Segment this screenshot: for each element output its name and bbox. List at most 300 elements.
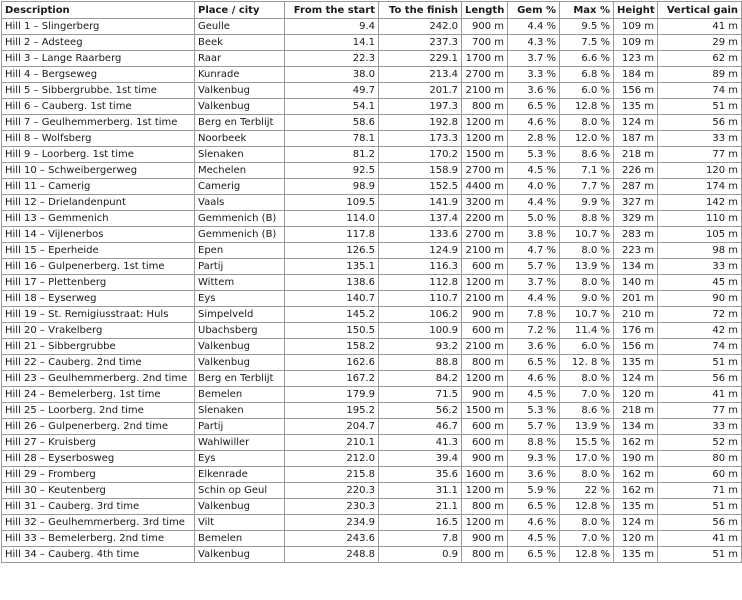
place-cell: Simpelveld [195, 307, 285, 323]
length-cell: 1200 m [462, 275, 508, 291]
length-cell: 600 m [462, 259, 508, 275]
to-finish-cell: 84.2 [379, 371, 462, 387]
gem-percent-cell: 4.4 % [508, 195, 560, 211]
from-start-cell: 150.5 [285, 323, 379, 339]
to-finish-cell: 213.4 [379, 67, 462, 83]
table-row [2, 243, 742, 259]
length-cell: 3200 m [462, 195, 508, 211]
to-finish-cell: 88.8 [379, 355, 462, 371]
description-cell: Hill 15 – Eperheide [2, 243, 195, 259]
gem-percent-cell: 4.4 % [508, 19, 560, 35]
table-row [2, 35, 742, 51]
header-place: Place / city [195, 2, 285, 19]
height-cell: 287 m [614, 179, 658, 195]
table-row [2, 499, 742, 515]
table-row [2, 307, 742, 323]
from-start-cell: 38.0 [285, 67, 379, 83]
gem-percent-cell: 5.3 % [508, 403, 560, 419]
height-cell: 156 m [614, 339, 658, 355]
description-cell: Hill 27 – Kruisberg [2, 435, 195, 451]
table-row [2, 131, 742, 147]
place-cell: Valkenbug [195, 355, 285, 371]
from-start-cell: 14.1 [285, 35, 379, 51]
from-start-cell: 215.8 [285, 467, 379, 483]
description-cell: Hill 22 – Cauberg. 2nd time [2, 355, 195, 371]
height-cell: 218 m [614, 403, 658, 419]
table-row [2, 19, 742, 35]
length-cell: 2700 m [462, 67, 508, 83]
length-cell: 2100 m [462, 243, 508, 259]
length-cell: 2100 m [462, 83, 508, 99]
from-start-cell: 243.6 [285, 531, 379, 547]
height-cell: 135 m [614, 547, 658, 563]
to-finish-cell: 31.1 [379, 483, 462, 499]
place-cell: Valkenbug [195, 339, 285, 355]
gem-percent-cell: 4.7 % [508, 243, 560, 259]
from-start-cell: 9.4 [285, 19, 379, 35]
description-cell: Hill 5 – Sibbergrubbe. 1st time [2, 83, 195, 99]
max-percent-cell: 8.0 % [560, 467, 614, 483]
description-cell: Hill 2 – Adsteeg [2, 35, 195, 51]
from-start-cell: 58.6 [285, 115, 379, 131]
length-cell: 1700 m [462, 51, 508, 67]
length-cell: 2700 m [462, 163, 508, 179]
length-cell: 1200 m [462, 115, 508, 131]
description-cell: Hill 16 – Gulpenerberg. 1st time [2, 259, 195, 275]
length-cell: 1200 m [462, 515, 508, 531]
from-start-cell: 117.8 [285, 227, 379, 243]
table-row [2, 323, 742, 339]
height-cell: 135 m [614, 355, 658, 371]
from-start-cell: 212.0 [285, 451, 379, 467]
to-finish-cell: 237.3 [379, 35, 462, 51]
place-cell: Epen [195, 243, 285, 259]
to-finish-cell: 158.9 [379, 163, 462, 179]
description-cell: Hill 29 – Fromberg [2, 467, 195, 483]
description-cell: Hill 6 – Cauberg. 1st time [2, 99, 195, 115]
max-percent-cell: 12.8 % [560, 547, 614, 563]
description-cell: Hill 4 – Bergseweg [2, 67, 195, 83]
table-row [2, 291, 742, 307]
max-percent-cell: 12.8 % [560, 99, 614, 115]
description-cell: Hill 12 – Drielandenpunt [2, 195, 195, 211]
from-start-cell: 22.3 [285, 51, 379, 67]
to-finish-cell: 170.2 [379, 147, 462, 163]
place-cell: Berg en Terblijt [195, 371, 285, 387]
from-start-cell: 179.9 [285, 387, 379, 403]
vertical-gain-cell: 71 m [658, 483, 742, 499]
place-cell: Valkenbug [195, 83, 285, 99]
gem-percent-cell: 9.3 % [508, 451, 560, 467]
height-cell: 156 m [614, 83, 658, 99]
to-finish-cell: 124.9 [379, 243, 462, 259]
from-start-cell: 81.2 [285, 147, 379, 163]
from-start-cell: 230.3 [285, 499, 379, 515]
length-cell: 4400 m [462, 179, 508, 195]
max-percent-cell: 17.0 % [560, 451, 614, 467]
place-cell: Elkenrade [195, 467, 285, 483]
from-start-cell: 158.2 [285, 339, 379, 355]
from-start-cell: 138.6 [285, 275, 379, 291]
to-finish-cell: 141.9 [379, 195, 462, 211]
height-cell: 162 m [614, 483, 658, 499]
header-vertical-gain: Vertical gain [658, 2, 742, 19]
from-start-cell: 234.9 [285, 515, 379, 531]
length-cell: 800 m [462, 547, 508, 563]
length-cell: 900 m [462, 307, 508, 323]
height-cell: 124 m [614, 115, 658, 131]
height-cell: 283 m [614, 227, 658, 243]
max-percent-cell: 9.0 % [560, 291, 614, 307]
table-row [2, 451, 742, 467]
description-cell: Hill 3 – Lange Raarberg [2, 51, 195, 67]
to-finish-cell: 197.3 [379, 99, 462, 115]
from-start-cell: 92.5 [285, 163, 379, 179]
max-percent-cell: 12.8 % [560, 499, 614, 515]
vertical-gain-cell: 74 m [658, 83, 742, 99]
table-row [2, 163, 742, 179]
max-percent-cell: 13.9 % [560, 259, 614, 275]
gem-percent-cell: 5.7 % [508, 419, 560, 435]
description-cell: Hill 32 – Geulhemmerberg. 3rd time [2, 515, 195, 531]
to-finish-cell: 46.7 [379, 419, 462, 435]
height-cell: 134 m [614, 259, 658, 275]
from-start-cell: 109.5 [285, 195, 379, 211]
height-cell: 123 m [614, 51, 658, 67]
max-percent-cell: 8.6 % [560, 147, 614, 163]
max-percent-cell: 8.6 % [560, 403, 614, 419]
place-cell: Wittem [195, 275, 285, 291]
table-row [2, 83, 742, 99]
to-finish-cell: 35.6 [379, 467, 462, 483]
vertical-gain-cell: 80 m [658, 451, 742, 467]
gem-percent-cell: 3.7 % [508, 51, 560, 67]
vertical-gain-cell: 74 m [658, 339, 742, 355]
table-row [2, 355, 742, 371]
gem-percent-cell: 5.7 % [508, 259, 560, 275]
table-row [2, 371, 742, 387]
max-percent-cell: 9.5 % [560, 19, 614, 35]
max-percent-cell: 7.0 % [560, 387, 614, 403]
vertical-gain-cell: 41 m [658, 387, 742, 403]
gem-percent-cell: 6.5 % [508, 99, 560, 115]
table-row [2, 195, 742, 211]
header-row [2, 2, 742, 19]
to-finish-cell: 133.6 [379, 227, 462, 243]
gem-percent-cell: 6.5 % [508, 355, 560, 371]
to-finish-cell: 16.5 [379, 515, 462, 531]
gem-percent-cell: 3.8 % [508, 227, 560, 243]
height-cell: 162 m [614, 435, 658, 451]
to-finish-cell: 100.9 [379, 323, 462, 339]
length-cell: 700 m [462, 35, 508, 51]
description-cell: Hill 11 – Camerig [2, 179, 195, 195]
place-cell: Geulle [195, 19, 285, 35]
gem-percent-cell: 4.6 % [508, 371, 560, 387]
place-cell: Noorbeek [195, 131, 285, 147]
max-percent-cell: 8.0 % [560, 243, 614, 259]
height-cell: 120 m [614, 531, 658, 547]
header-max-percent: Max % [560, 2, 614, 19]
to-finish-cell: 110.7 [379, 291, 462, 307]
height-cell: 190 m [614, 451, 658, 467]
header-length: Length [462, 2, 508, 19]
height-cell: 176 m [614, 323, 658, 339]
vertical-gain-cell: 45 m [658, 275, 742, 291]
length-cell: 1500 m [462, 147, 508, 163]
vertical-gain-cell: 56 m [658, 371, 742, 387]
from-start-cell: 162.6 [285, 355, 379, 371]
max-percent-cell: 7.5 % [560, 35, 614, 51]
gem-percent-cell: 4.5 % [508, 387, 560, 403]
table-row [2, 435, 742, 451]
from-start-cell: 126.5 [285, 243, 379, 259]
from-start-cell: 114.0 [285, 211, 379, 227]
max-percent-cell: 10.7 % [560, 307, 614, 323]
place-cell: Berg en Terblijt [195, 115, 285, 131]
max-percent-cell: 8.0 % [560, 371, 614, 387]
gem-percent-cell: 5.3 % [508, 147, 560, 163]
place-cell: Slenaken [195, 147, 285, 163]
height-cell: 201 m [614, 291, 658, 307]
description-cell: Hill 25 – Loorberg. 2nd time [2, 403, 195, 419]
from-start-cell: 204.7 [285, 419, 379, 435]
max-percent-cell: 6.0 % [560, 83, 614, 99]
description-cell: Hill 18 – Eyserweg [2, 291, 195, 307]
table-row [2, 67, 742, 83]
from-start-cell: 220.3 [285, 483, 379, 499]
place-cell: Wahlwiller [195, 435, 285, 451]
place-cell: Valkenbug [195, 499, 285, 515]
gem-percent-cell: 3.6 % [508, 467, 560, 483]
table-row [2, 275, 742, 291]
place-cell: Mechelen [195, 163, 285, 179]
table-row [2, 403, 742, 419]
gem-percent-cell: 4.5 % [508, 531, 560, 547]
vertical-gain-cell: 33 m [658, 131, 742, 147]
from-start-cell: 140.7 [285, 291, 379, 307]
vertical-gain-cell: 52 m [658, 435, 742, 451]
vertical-gain-cell: 89 m [658, 67, 742, 83]
place-cell: Beek [195, 35, 285, 51]
to-finish-cell: 56.2 [379, 403, 462, 419]
gem-percent-cell: 3.6 % [508, 83, 560, 99]
vertical-gain-cell: 41 m [658, 19, 742, 35]
length-cell: 600 m [462, 435, 508, 451]
place-cell: Gemmenich (B) [195, 227, 285, 243]
vertical-gain-cell: 77 m [658, 147, 742, 163]
header-height: Height [614, 2, 658, 19]
gem-percent-cell: 5.9 % [508, 483, 560, 499]
vertical-gain-cell: 77 m [658, 403, 742, 419]
description-cell: Hill 7 – Geulhemmerberg. 1st time [2, 115, 195, 131]
vertical-gain-cell: 51 m [658, 355, 742, 371]
max-percent-cell: 8.0 % [560, 515, 614, 531]
length-cell: 1600 m [462, 467, 508, 483]
height-cell: 187 m [614, 131, 658, 147]
place-cell: Eys [195, 291, 285, 307]
max-percent-cell: 6.6 % [560, 51, 614, 67]
description-cell: Hill 19 – St. Remigiusstraat: Huls [2, 307, 195, 323]
max-percent-cell: 9.9 % [560, 195, 614, 211]
height-cell: 134 m [614, 419, 658, 435]
from-start-cell: 54.1 [285, 99, 379, 115]
vertical-gain-cell: 51 m [658, 547, 742, 563]
height-cell: 140 m [614, 275, 658, 291]
vertical-gain-cell: 98 m [658, 243, 742, 259]
table-row [2, 227, 742, 243]
header-description: Description [2, 2, 195, 19]
place-cell: Slenaken [195, 403, 285, 419]
place-cell: Vilt [195, 515, 285, 531]
to-finish-cell: 71.5 [379, 387, 462, 403]
gem-percent-cell: 4.3 % [508, 35, 560, 51]
max-percent-cell: 7.1 % [560, 163, 614, 179]
gem-percent-cell: 8.8 % [508, 435, 560, 451]
height-cell: 223 m [614, 243, 658, 259]
place-cell: Raar [195, 51, 285, 67]
vertical-gain-cell: 33 m [658, 259, 742, 275]
place-cell: Bemelen [195, 387, 285, 403]
table-row [2, 387, 742, 403]
gem-percent-cell: 6.5 % [508, 499, 560, 515]
description-cell: Hill 10 – Schweibergerweg [2, 163, 195, 179]
gem-percent-cell: 6.5 % [508, 547, 560, 563]
header-from-start: From the start [285, 2, 379, 19]
max-percent-cell: 13.9 % [560, 419, 614, 435]
max-percent-cell: 7.0 % [560, 531, 614, 547]
length-cell: 600 m [462, 419, 508, 435]
gem-percent-cell: 5.0 % [508, 211, 560, 227]
max-percent-cell: 6.0 % [560, 339, 614, 355]
vertical-gain-cell: 174 m [658, 179, 742, 195]
vertical-gain-cell: 90 m [658, 291, 742, 307]
table-row [2, 179, 742, 195]
to-finish-cell: 242.0 [379, 19, 462, 35]
max-percent-cell: 10.7 % [560, 227, 614, 243]
max-percent-cell: 8.0 % [560, 275, 614, 291]
from-start-cell: 49.7 [285, 83, 379, 99]
height-cell: 184 m [614, 67, 658, 83]
max-percent-cell: 12. 8 % [560, 355, 614, 371]
table-row [2, 531, 742, 547]
length-cell: 600 m [462, 323, 508, 339]
height-cell: 135 m [614, 99, 658, 115]
max-percent-cell: 8.0 % [560, 115, 614, 131]
length-cell: 900 m [462, 387, 508, 403]
to-finish-cell: 106.2 [379, 307, 462, 323]
from-start-cell: 195.2 [285, 403, 379, 419]
gem-percent-cell: 3.6 % [508, 339, 560, 355]
description-cell: Hill 26 – Gulpenerberg. 2nd time [2, 419, 195, 435]
to-finish-cell: 7.8 [379, 531, 462, 547]
height-cell: 135 m [614, 499, 658, 515]
height-cell: 162 m [614, 467, 658, 483]
max-percent-cell: 22 % [560, 483, 614, 499]
from-start-cell: 167.2 [285, 371, 379, 387]
to-finish-cell: 173.3 [379, 131, 462, 147]
gem-percent-cell: 3.7 % [508, 275, 560, 291]
to-finish-cell: 41.3 [379, 435, 462, 451]
gem-percent-cell: 4.5 % [508, 163, 560, 179]
vertical-gain-cell: 56 m [658, 515, 742, 531]
place-cell: Camerig [195, 179, 285, 195]
height-cell: 210 m [614, 307, 658, 323]
vertical-gain-cell: 56 m [658, 115, 742, 131]
vertical-gain-cell: 51 m [658, 99, 742, 115]
table-row [2, 211, 742, 227]
description-cell: Hill 34 – Cauberg. 4th time [2, 547, 195, 563]
to-finish-cell: 192.8 [379, 115, 462, 131]
to-finish-cell: 229.1 [379, 51, 462, 67]
max-percent-cell: 7.7 % [560, 179, 614, 195]
vertical-gain-cell: 72 m [658, 307, 742, 323]
length-cell: 1200 m [462, 131, 508, 147]
length-cell: 900 m [462, 451, 508, 467]
vertical-gain-cell: 51 m [658, 499, 742, 515]
description-cell: Hill 23 – Geulhemmerberg. 2nd time [2, 371, 195, 387]
table-body [2, 19, 742, 563]
max-percent-cell: 8.8 % [560, 211, 614, 227]
description-cell: Hill 17 – Plettenberg [2, 275, 195, 291]
description-cell: Hill 24 – Bemelerberg. 1st time [2, 387, 195, 403]
vertical-gain-cell: 41 m [658, 531, 742, 547]
gem-percent-cell: 2.8 % [508, 131, 560, 147]
description-cell: Hill 31 – Cauberg. 3rd time [2, 499, 195, 515]
description-cell: Hill 30 – Keutenberg [2, 483, 195, 499]
table-row [2, 99, 742, 115]
place-cell: Kunrade [195, 67, 285, 83]
place-cell: Schin op Geul [195, 483, 285, 499]
to-finish-cell: 0.9 [379, 547, 462, 563]
place-cell: Eys [195, 451, 285, 467]
table-row [2, 115, 742, 131]
vertical-gain-cell: 60 m [658, 467, 742, 483]
from-start-cell: 248.8 [285, 547, 379, 563]
length-cell: 2200 m [462, 211, 508, 227]
from-start-cell: 135.1 [285, 259, 379, 275]
height-cell: 329 m [614, 211, 658, 227]
place-cell: Valkenbug [195, 547, 285, 563]
table-row [2, 467, 742, 483]
description-cell: Hill 1 – Slingerberg [2, 19, 195, 35]
gem-percent-cell: 4.4 % [508, 291, 560, 307]
from-start-cell: 145.2 [285, 307, 379, 323]
gem-percent-cell: 7.2 % [508, 323, 560, 339]
length-cell: 2100 m [462, 339, 508, 355]
max-percent-cell: 12.0 % [560, 131, 614, 147]
vertical-gain-cell: 142 m [658, 195, 742, 211]
max-percent-cell: 15.5 % [560, 435, 614, 451]
to-finish-cell: 116.3 [379, 259, 462, 275]
length-cell: 800 m [462, 99, 508, 115]
from-start-cell: 98.9 [285, 179, 379, 195]
place-cell: Gemmenich (B) [195, 211, 285, 227]
vertical-gain-cell: 120 m [658, 163, 742, 179]
place-cell: Vaals [195, 195, 285, 211]
place-cell: Ubachsberg [195, 323, 285, 339]
to-finish-cell: 112.8 [379, 275, 462, 291]
table-row [2, 339, 742, 355]
hills-table [1, 1, 742, 563]
to-finish-cell: 93.2 [379, 339, 462, 355]
height-cell: 109 m [614, 35, 658, 51]
header-gem-percent: Gem % [508, 2, 560, 19]
description-cell: Hill 8 – Wolfsberg [2, 131, 195, 147]
length-cell: 1200 m [462, 483, 508, 499]
from-start-cell: 78.1 [285, 131, 379, 147]
height-cell: 120 m [614, 387, 658, 403]
